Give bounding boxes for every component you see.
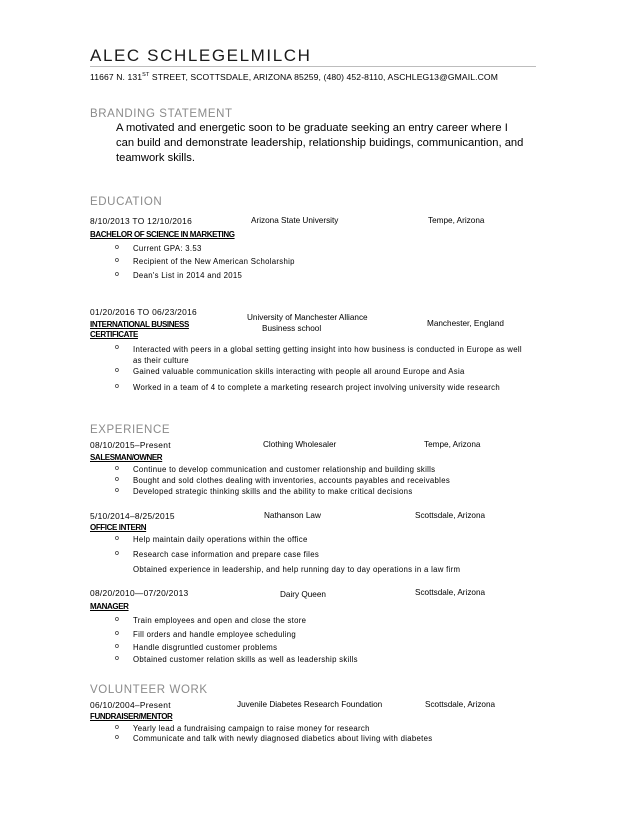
- volunteer-1-organization: Juvenile Diabetes Research Foundation: [237, 700, 383, 709]
- bullet-marker: o: [115, 630, 120, 637]
- list-item-text: Research case information and prepare case files: [133, 550, 320, 559]
- list-item-text: Handle disgruntled customer problems: [133, 643, 278, 652]
- bullet-marker: o: [115, 244, 120, 251]
- education-2-school-line1: University of Manchester Alliance: [247, 313, 368, 322]
- candidate-name: ALEC SCHLEGELMILCH: [90, 46, 312, 65]
- bullet-marker: o: [115, 465, 120, 472]
- list-item-text: Current GPA: 3.53: [133, 244, 202, 253]
- list-item-text: Continue to develop communication and customer relationship and building skills: [133, 465, 436, 474]
- list-item-text: Help maintain daily operations within the office: [133, 535, 308, 544]
- list-item-text: Dean's List in 2014 and 2015: [133, 271, 243, 280]
- experience-1-employer: Clothing Wholesaler: [263, 440, 337, 449]
- experience-1-location: Tempe, Arizona: [424, 440, 481, 449]
- volunteer-heading: VOLUNTEER WORK: [90, 684, 208, 696]
- list-item-text: Fill orders and handle employee scheduling: [133, 630, 296, 639]
- experience-2-date: 5/10/2014–8/25/2015: [90, 511, 175, 521]
- experience-2-role: OFFICE INTERN: [90, 523, 147, 532]
- bullet-marker: o: [115, 643, 120, 650]
- bullet-marker: o: [115, 476, 120, 483]
- bullet-marker: o: [115, 383, 120, 390]
- experience-3-role: MANAGER: [90, 602, 129, 611]
- education-1-degree: BACHELOR OF SCIENCE IN MARKETING: [90, 230, 235, 239]
- bullet-marker: o: [115, 344, 120, 351]
- list-item-text: Developed strategic thinking skills and the ability to make critical decisions: [133, 487, 413, 496]
- header-divider: [90, 66, 536, 67]
- branding-heading: BRANDING STATEMENT: [90, 108, 233, 120]
- education-2-degree: INTERNATIONAL BUSINESS CERTIFICATE: [90, 320, 189, 339]
- bullet-marker: o: [115, 550, 120, 557]
- list-item-text: Obtained customer relation skills as well as leadership skills: [133, 655, 358, 664]
- education-2-school-line2: Business school: [262, 324, 322, 333]
- list-item-text: Worked in a team of 4 to complete a marketing research project involving university wide research: [133, 383, 500, 392]
- bullet-marker: o: [115, 734, 120, 741]
- branding-statement: A motivated and energetic soon to be graduate seeking an entry career where I can build and demonstrate leadership, relationship buidings, communicantion, and teamwork skills.: [116, 122, 524, 164]
- education-1-date: 8/10/2013 TO 12/10/2016: [90, 216, 193, 226]
- contact-address-start: 11667 N. 131: [90, 72, 143, 82]
- education-2-date: 01/20/2016 TO 06/23/2016: [90, 307, 198, 317]
- experience-2-employer: Nathanson Law: [264, 511, 321, 520]
- bullet-marker: o: [115, 655, 120, 662]
- bullet-marker: o: [115, 724, 120, 731]
- experience-3-date: 08/20/2010—07/20/2013: [90, 588, 189, 598]
- contact-address-rest: STREET, SCOTTSDALE, ARIZONA 85259, (480) 452-8110, ASCHLEG13@GMAIL.COM: [149, 72, 498, 82]
- experience-2-location: Scottsdale, Arizona: [415, 511, 486, 520]
- experience-3-employer: Dairy Queen: [280, 590, 326, 599]
- volunteer-1-location: Scottsdale, Arizona: [425, 700, 496, 709]
- contact-ordinal-suffix: ST: [142, 72, 150, 78]
- bullet-marker: o: [115, 616, 120, 623]
- education-2-location: Manchester, England: [427, 319, 504, 328]
- bullet-marker: o: [115, 367, 120, 374]
- volunteer-1-date: 06/10/2004–Present: [90, 700, 171, 710]
- experience-2-extra-line: Obtained experience in leadership, and help running day to day operations in a law firm: [133, 565, 461, 574]
- list-item-text: Communicate and talk with newly diagnosed diabetics about living with diabetes: [133, 734, 433, 743]
- experience-heading: EXPERIENCE: [90, 424, 171, 436]
- experience-3-location: Scottsdale, Arizona: [415, 588, 486, 597]
- experience-1-role: SALESMAN/OWNER: [90, 453, 163, 462]
- education-1-location: Tempe, Arizona: [428, 216, 485, 225]
- contact-info: [90, 72, 498, 82]
- experience-1-date: 08/10/2015–Present: [90, 440, 171, 450]
- volunteer-1-role: FUNDRAISER/MENTOR: [90, 712, 173, 721]
- bullet-marker: o: [115, 257, 120, 264]
- list-item-text: Recipient of the New American Scholarship: [133, 257, 295, 266]
- education-1-school: Arizona State University: [251, 216, 339, 225]
- list-item-text: Train employees and open and close the store: [133, 616, 307, 625]
- list-item-text: Interacted with peers in a global setting getting insight into how business is conducted in Europe as well as their culture: [133, 345, 522, 365]
- list-item-text: Gained valuable communication skills interacting with people all around Europe and Asia: [133, 367, 465, 376]
- list-item-text: Yearly lead a fundraising campaign to raise money for research: [133, 724, 370, 733]
- education-heading: EDUCATION: [90, 196, 163, 208]
- list-item-text: Bought and sold clothes dealing with inventories, accounts payables and receivables: [133, 476, 451, 485]
- bullet-marker: o: [115, 535, 120, 542]
- bullet-marker: o: [115, 271, 120, 278]
- bullet-marker: o: [115, 487, 120, 494]
